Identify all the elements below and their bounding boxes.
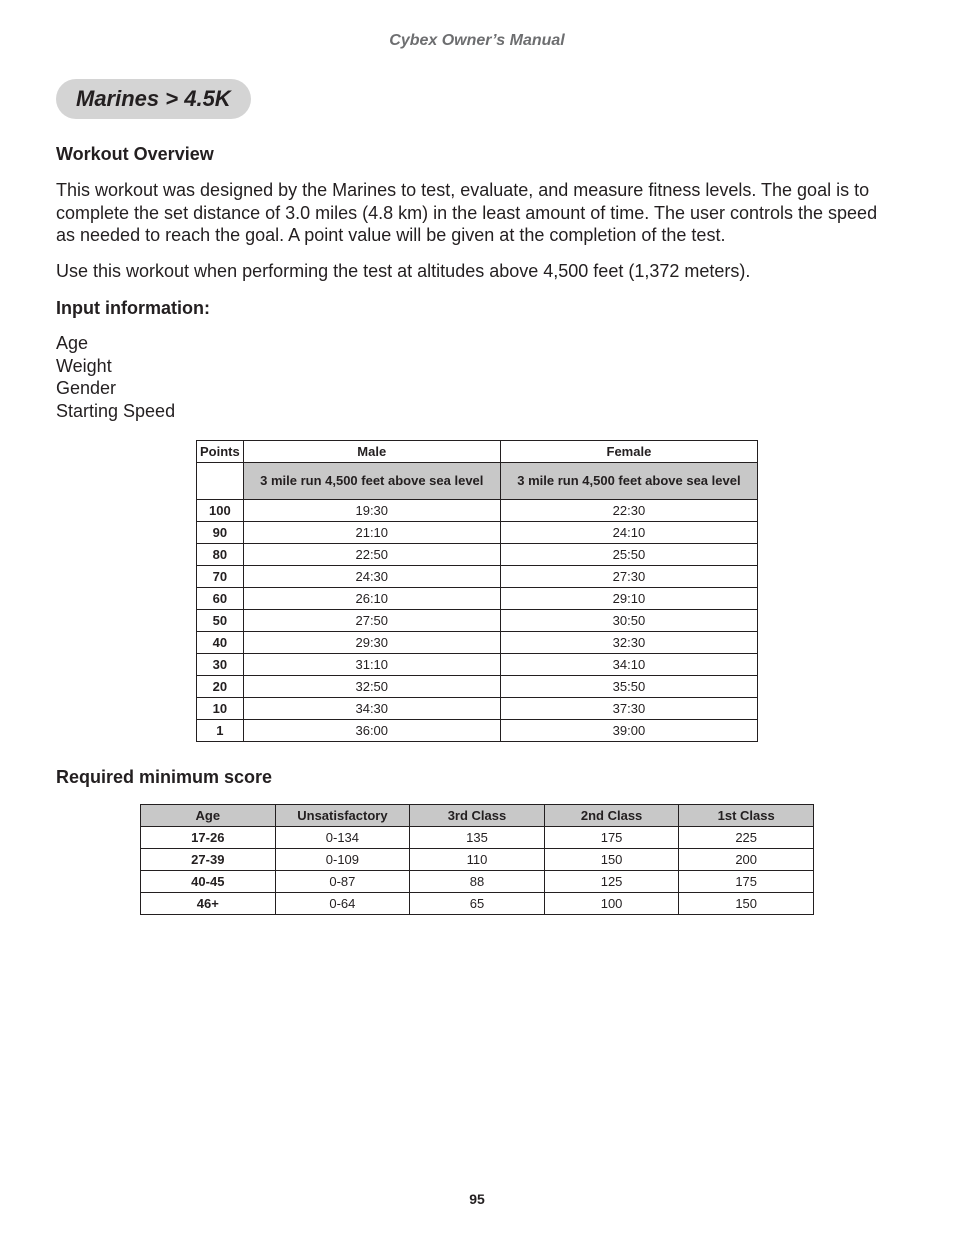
female-time-cell: 25:50 xyxy=(500,544,757,566)
subheader-cell xyxy=(197,463,244,500)
points-cell: 60 xyxy=(197,588,244,610)
score-cell: 150 xyxy=(679,893,814,915)
male-time-cell: 26:10 xyxy=(243,588,500,610)
points-cell: 10 xyxy=(197,698,244,720)
column-header: Points xyxy=(197,441,244,463)
score-cell: 225 xyxy=(679,827,814,849)
column-header: Age xyxy=(141,805,276,827)
points-cell: 50 xyxy=(197,610,244,632)
list-item: Gender xyxy=(56,378,117,398)
female-time-cell: 22:30 xyxy=(500,500,757,522)
main-content xyxy=(56,143,896,422)
table-row xyxy=(197,588,758,610)
score-cell: 150 xyxy=(544,849,679,871)
male-time-cell: 29:30 xyxy=(243,632,500,654)
running-header: Cybex Owner’s Manual xyxy=(389,32,565,49)
score-cell: 125 xyxy=(544,871,679,893)
table-row xyxy=(197,676,758,698)
points-cell: 30 xyxy=(197,654,244,676)
points-cell: 40 xyxy=(197,632,244,654)
female-time-cell: 29:10 xyxy=(500,588,757,610)
points-cell: 80 xyxy=(197,544,244,566)
column-header: 1st Class xyxy=(679,805,814,827)
column-header: Female xyxy=(500,441,757,463)
female-time-cell: 32:30 xyxy=(500,632,757,654)
points-cell: 70 xyxy=(197,566,244,588)
score-cell: 135 xyxy=(410,827,545,849)
score-cell: 0-134 xyxy=(275,827,410,849)
subheader-cell: 3 mile run 4,500 feet above sea level xyxy=(243,463,500,500)
female-time-cell: 24:10 xyxy=(500,522,757,544)
table-row xyxy=(141,849,814,871)
score-cell: 88 xyxy=(410,871,545,893)
female-time-cell: 27:30 xyxy=(500,566,757,588)
table-row xyxy=(197,522,758,544)
table-row xyxy=(197,500,758,522)
score-cell: 65 xyxy=(410,893,545,915)
female-time-cell: 37:30 xyxy=(500,698,757,720)
column-header: Unsatisfactory xyxy=(275,805,410,827)
score-cell: 200 xyxy=(679,849,814,871)
age-cell: 17-26 xyxy=(141,827,276,849)
table-row xyxy=(141,827,814,849)
age-cell: 27-39 xyxy=(141,849,276,871)
list-item: Starting Speed xyxy=(56,400,176,421)
table-row xyxy=(197,610,758,632)
overview-heading: Workout Overview xyxy=(56,144,214,164)
table-row xyxy=(197,544,758,566)
female-time-cell: 35:50 xyxy=(500,676,757,698)
points-cell: 20 xyxy=(197,676,244,698)
table-row xyxy=(197,566,758,588)
table-row xyxy=(141,871,814,893)
male-time-cell: 19:30 xyxy=(243,500,500,522)
table-header-row xyxy=(141,805,814,827)
column-header: Male xyxy=(243,441,500,463)
points-table xyxy=(196,440,758,742)
score-cell: 0-87 xyxy=(275,871,410,893)
input-info-heading: Input information: xyxy=(56,298,210,318)
table-row xyxy=(197,698,758,720)
table-subheader-row xyxy=(197,463,758,500)
age-cell: 46+ xyxy=(141,893,276,915)
table-header-row xyxy=(197,441,758,463)
column-header: 3rd Class xyxy=(410,805,545,827)
table-row xyxy=(141,893,814,915)
list-item: Weight xyxy=(56,355,112,376)
score-cell: 0-109 xyxy=(275,849,410,871)
male-time-cell: 27:50 xyxy=(243,610,500,632)
male-time-cell: 22:50 xyxy=(243,544,500,566)
age-cell: 40-45 xyxy=(141,871,276,893)
female-time-cell: 30:50 xyxy=(500,610,757,632)
score-cell: 0-64 xyxy=(275,893,410,915)
list-item: Age xyxy=(56,333,89,353)
table-row xyxy=(197,720,758,742)
points-cell: 100 xyxy=(197,500,244,522)
score-cell: 175 xyxy=(544,827,679,849)
required-score-table xyxy=(140,804,814,915)
input-list xyxy=(56,332,896,422)
male-time-cell: 21:10 xyxy=(243,522,500,544)
altitude-paragraph: Use this workout when performing the test at altitudes above 4,500 feet (1,372 meters). xyxy=(56,260,751,281)
male-time-cell: 34:30 xyxy=(243,698,500,720)
points-cell: 90 xyxy=(197,522,244,544)
male-time-cell: 32:50 xyxy=(243,676,500,698)
overview-paragraph: This workout was designed by the Marines to test, evaluate, and measure fitness levels. The goal is to complete the set distance of 3.0 miles (4.8 km) in the least amount of time. The user controls the speed as needed to reach the goal. A point value will be given at the completion of the test. xyxy=(56,180,878,245)
male-time-cell: 31:10 xyxy=(243,654,500,676)
section-title: Marines > 4.5K xyxy=(56,79,251,119)
score-cell: 175 xyxy=(679,871,814,893)
table-row xyxy=(197,632,758,654)
score-cell: 110 xyxy=(410,849,545,871)
female-time-cell: 34:10 xyxy=(500,654,757,676)
required-score-heading: Required minimum score xyxy=(56,767,273,787)
points-cell: 1 xyxy=(197,720,244,742)
female-time-cell: 39:00 xyxy=(500,720,757,742)
subheader-cell: 3 mile run 4,500 feet above sea level xyxy=(500,463,757,500)
male-time-cell: 36:00 xyxy=(243,720,500,742)
male-time-cell: 24:30 xyxy=(243,566,500,588)
column-header: 2nd Class xyxy=(544,805,679,827)
page-number: 95 xyxy=(469,1191,485,1207)
score-cell: 100 xyxy=(544,893,679,915)
table-row xyxy=(197,654,758,676)
